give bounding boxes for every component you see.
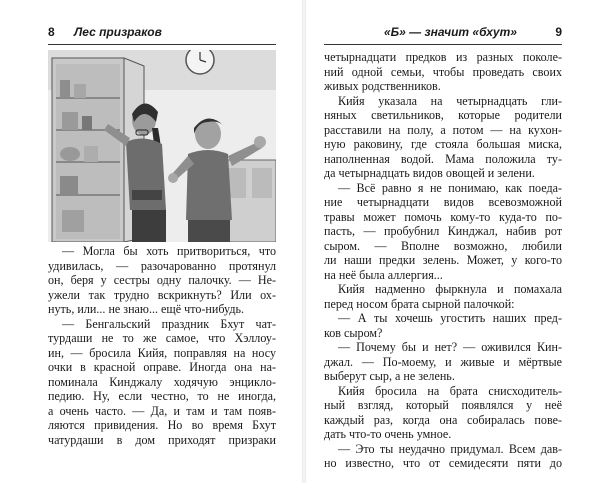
text-line: Кийя указала на четырнадцать гли- bbox=[338, 93, 562, 108]
text-line: очки в красной оправе. Иногда она на- bbox=[48, 360, 276, 374]
right-body-text bbox=[324, 50, 562, 471]
text-line: — Могла бы хоть притвориться, что bbox=[62, 244, 276, 258]
text-line: — Всё равно я не понимаю, как поеда- bbox=[338, 180, 562, 195]
right-running-header bbox=[324, 25, 562, 41]
text-line: ние четырнадцати видов всевозможной bbox=[324, 195, 562, 209]
left-body-text bbox=[48, 244, 276, 447]
text-line: ний одной семьи, чтобы проведать своих bbox=[324, 64, 562, 79]
text-line: дать что-то очень умное. bbox=[324, 427, 452, 441]
text-line: педию. Ну, если честно, то не иногда, bbox=[48, 389, 276, 403]
text-line: турдаши не то же самое, что Хэллоу- bbox=[48, 331, 276, 345]
text-line: а очень часто. — Да, и там и там появ- bbox=[48, 403, 276, 418]
text-line: джал. — По-моему, и живые и мёртвые bbox=[324, 354, 562, 369]
text-line: ляются привидения. Но во время Бхут bbox=[48, 418, 276, 432]
text-line: чатурдаши в дом приходят призраки bbox=[48, 432, 276, 447]
text-line: сыром. — Вполне возможно, любили bbox=[324, 238, 562, 253]
text-line: травы может помочь кому-то куда-то по- bbox=[324, 209, 562, 224]
text-line: Кийя бросила на брата снисходитель- bbox=[338, 383, 562, 398]
text-line: ли наши предки зелень. Может, у кого-то bbox=[324, 253, 562, 267]
text-line: ную раковину, где стояла большая миска, bbox=[324, 137, 562, 151]
text-line: ин, — бросила Кийя, поправляя на носу bbox=[48, 345, 276, 360]
text-line: — Бенгальский праздник Бхут чат- bbox=[62, 316, 276, 331]
header-rule bbox=[48, 44, 276, 45]
text-line: Кийя надменно фыркнула и помахала bbox=[338, 282, 562, 296]
text-line: пасть, — пробубнил Кинджал, набив рот bbox=[324, 224, 562, 238]
right-page bbox=[304, 0, 608, 483]
text-line: каждый раз, когда она собиралась пове- bbox=[324, 412, 562, 427]
header-rule bbox=[324, 44, 562, 45]
text-line: няных светильников, которые родители bbox=[324, 108, 562, 122]
text-line: наполненная водой. Мама положила ту- bbox=[324, 151, 562, 166]
text-line: на неё была аллергия... bbox=[324, 267, 443, 282]
text-line: поминала Кинджалу ходячую энцикло- bbox=[48, 374, 276, 389]
text-line: удивилась, — разочарованно протянул bbox=[48, 258, 276, 273]
text-line: — Это ты неудачно придумал. Всем дав- bbox=[338, 441, 562, 456]
text-line: нуть, или... не знаю... ещё что-нибудь. bbox=[48, 302, 245, 316]
text-line: да четырнадцать видов овощей и зелени. bbox=[324, 166, 535, 180]
left-running-header bbox=[48, 25, 276, 41]
text-line: но известно, что от семидесяти пяти до bbox=[324, 456, 562, 470]
text-line: — А ты хочешь угостить наших пред- bbox=[338, 311, 562, 325]
text-line: перед носом брата сырной палочкой: bbox=[324, 296, 515, 311]
text-line: ков сыром? bbox=[324, 325, 383, 340]
running-title: «Б» — значит «бхут» bbox=[384, 25, 517, 39]
book-illustration bbox=[48, 50, 276, 242]
running-title: Лес призраков bbox=[74, 25, 162, 39]
text-line: — Почему бы и нет? — оживился Кин- bbox=[338, 340, 562, 354]
text-line: живых родственников. bbox=[324, 79, 441, 93]
page-number: 8 bbox=[48, 25, 55, 39]
text-line: выберут сыр, а не зелень. bbox=[324, 369, 455, 383]
text-line: четырнадцати предков из разных поколе- bbox=[324, 50, 562, 64]
text-line: он, беря у сестры одну палочку. — Не- bbox=[48, 273, 276, 287]
page-number: 9 bbox=[555, 25, 562, 39]
text-line: расставили на полу, а потом — на кухон- bbox=[324, 122, 562, 137]
text-line: ный взгляд, который появлялся у неё bbox=[324, 398, 562, 412]
text-line: ужели так трудно вскрикнуть? Или ох- bbox=[48, 287, 276, 302]
